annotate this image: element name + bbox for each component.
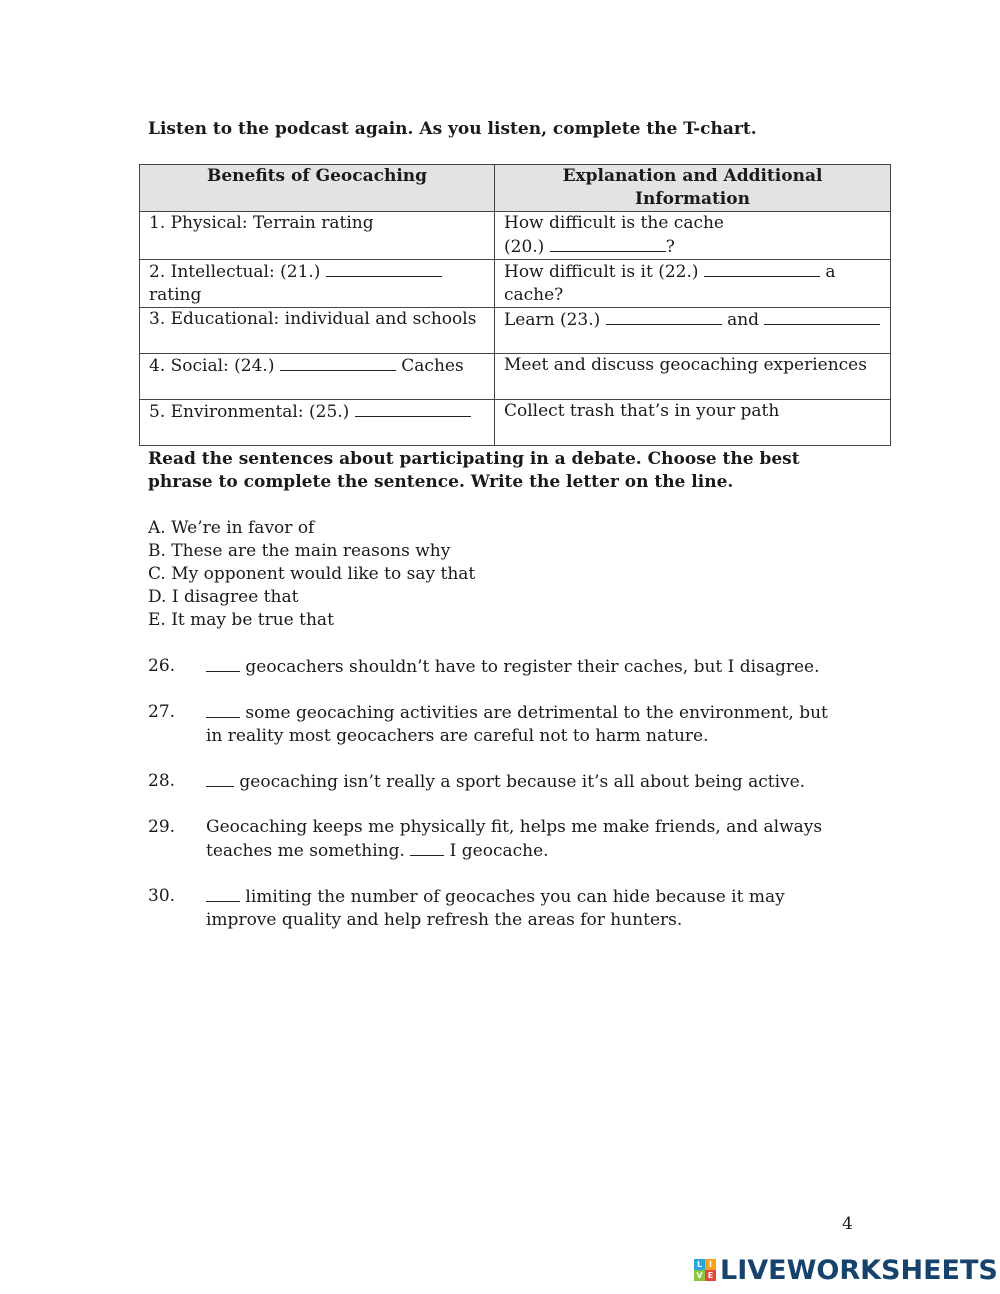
blank-label: (20.) [504,237,545,257]
question-text [206,816,846,863]
question-29 [148,816,868,863]
t-chart-header-row [140,165,891,212]
option-d: D. I disagree that [148,587,299,607]
explanation-cell [495,260,891,308]
header-benefits: Benefits of Geocaching [140,165,495,212]
table-row [140,354,891,400]
option-a: A. We’re in favor of [148,518,315,538]
question-text-after: limiting the number of geocaches you can hide because it may improve quality and help refresh the areas for hunters. [206,887,785,930]
debate-instruction: Read the sentences about participating in a debate. Choose the best phrase to complete the sentence. Write the letter on the line. [148,449,800,492]
answer-blank-26[interactable] [206,655,240,672]
option-e: E. It may be true that [148,610,334,630]
question-text-before: Geocaching keeps me physically fit, helps me make friends, and always teaches me something. [206,817,823,861]
cell-text: 5. Environmental: (25.) [149,402,350,422]
question-27 [148,701,868,748]
question-text-after: geocaching isn’t really a sport because it’s all about being active. [234,772,806,792]
cell-text: rating [149,285,202,305]
question-30 [148,885,868,932]
answer-blank-21[interactable] [326,260,442,277]
question-number: 26. [148,656,176,676]
question-text [206,655,846,679]
option-b: B. These are the main reasons why [148,541,451,561]
question-text [206,770,846,794]
answer-blank-30[interactable] [206,885,240,902]
cell-text: ? [665,237,675,257]
cell-text: and [727,310,760,330]
answer-blank-25[interactable] [355,400,471,417]
table-row [140,260,891,308]
question-number: 30. [148,886,176,906]
phrase-options-list [148,517,475,632]
answer-blank-27[interactable] [206,701,240,718]
tchart-instruction: Listen to the podcast again. As you listen, complete the T-chart. [148,119,757,139]
table-row [140,212,891,260]
cell-text: 3. Educational: individual and schools [149,309,477,329]
answer-blank-28[interactable] [206,770,234,787]
liveworksheets-logo-icon: L I V E [694,1259,716,1281]
question-number: 29. [148,817,176,837]
cell-text: 4. Social: (24.) [149,356,275,376]
cell-text: Caches [401,356,464,376]
benefit-cell [140,212,495,260]
table-row [140,308,891,354]
header-explanation: Explanation and Additional Information [495,165,891,212]
question-text-after: geocachers shouldn’t have to register their caches, but I disagree. [240,657,820,677]
cell-text: How difficult is it (22.) [504,262,699,282]
explanation-cell [495,354,891,400]
benefit-cell [140,400,495,446]
cell-text: Collect trash that’s in your path [504,401,780,421]
answer-blank-24[interactable] [280,354,396,371]
cell-text: a cache? [504,262,836,305]
explanation-cell [495,308,891,354]
benefit-cell [140,260,495,308]
cell-text: 1. Physical: Terrain rating [149,213,374,233]
question-text [206,885,846,932]
liveworksheets-logo [694,1254,998,1286]
question-number: 27. [148,702,176,722]
benefit-cell [140,308,495,354]
question-26 [148,655,868,679]
answer-blank-20[interactable] [550,235,666,252]
option-c: C. My opponent would like to say that [148,564,476,584]
cell-text: Learn (23.) [504,310,601,330]
answer-blank-22[interactable] [704,260,820,277]
table-row [140,400,891,446]
answer-blank-23b[interactable] [764,308,880,325]
cell-text: 2. Intellectual: (21.) [149,262,321,282]
explanation-cell [495,212,891,260]
question-text-after: I geocache. [444,841,549,861]
cell-text: How difficult is the cache [504,213,724,233]
answer-blank-23a[interactable] [606,308,722,325]
question-text [206,701,846,748]
t-chart-table [139,164,891,446]
question-text-after: some geocaching activities are detrimental to the environment, but in reality most geocachers are careful not to harm nature. [206,703,828,746]
benefit-cell [140,354,495,400]
cell-text: Meet and discuss geocaching experiences [504,355,867,375]
question-number: 28. [148,771,176,791]
brand-name: LIVEWORKSHEETS [720,1254,998,1286]
question-28 [148,770,868,794]
explanation-cell [495,400,891,446]
page-number: 4 [842,1214,853,1234]
answer-blank-29[interactable] [410,839,444,856]
